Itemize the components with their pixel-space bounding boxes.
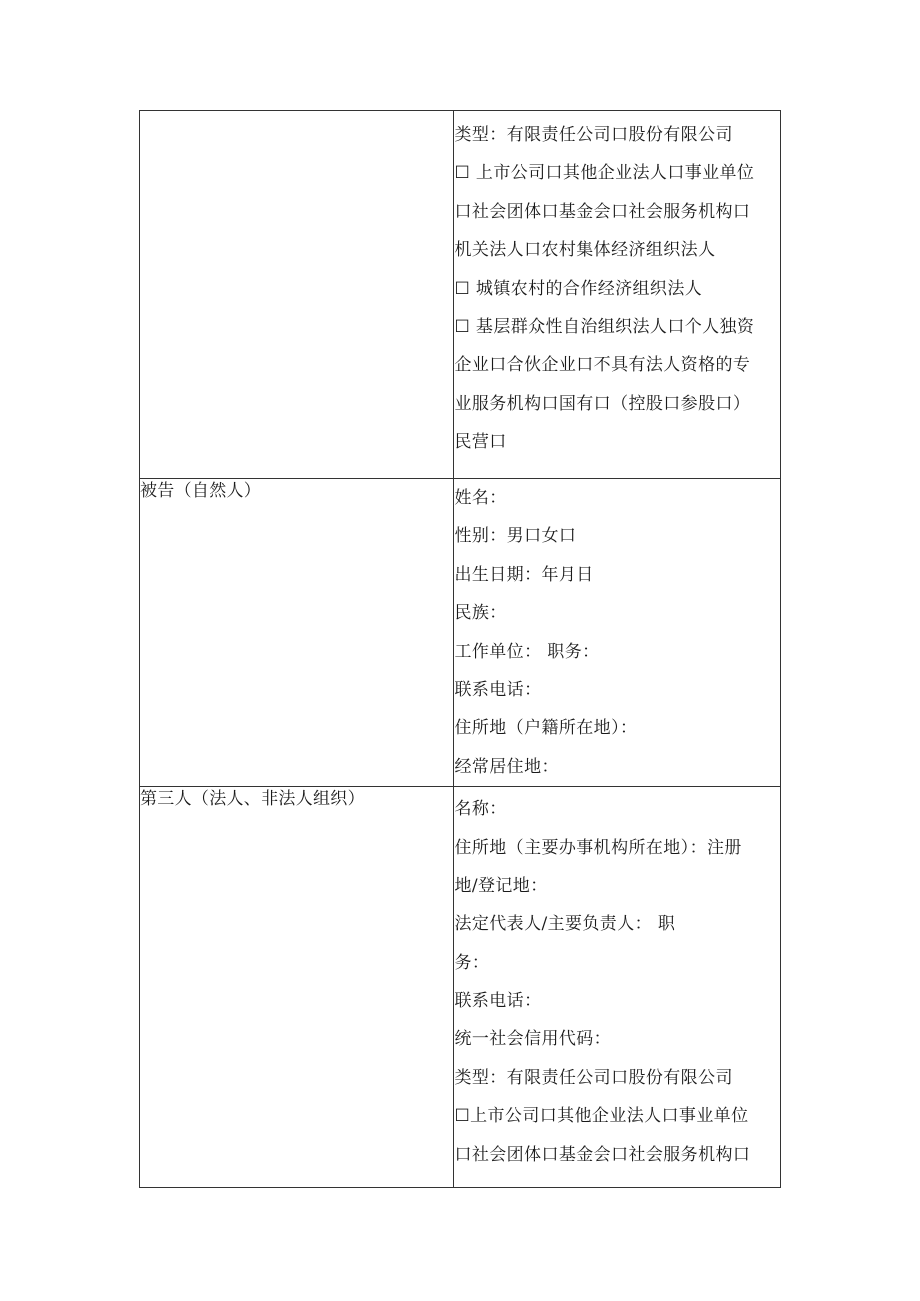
- org-type-line: 民营口: [454, 432, 507, 453]
- employer-position-field: 工作单位： 职务：: [454, 641, 600, 662]
- org-name-field: 名称：: [454, 799, 507, 820]
- ethnicity-field: 民族：: [454, 603, 507, 624]
- org-type-line: 类型：有限责任公司口股份有限公司: [454, 125, 733, 145]
- birth-date-field: 出生日期：年月日: [454, 564, 594, 585]
- credit-code-field: 统一社会信用代码：: [454, 1029, 612, 1050]
- org-type-line: 企业口合伙企业口不具有法人资格的专: [454, 355, 751, 376]
- org-type-line: ☐ 城镇农村的合作经济组织法人: [454, 278, 703, 299]
- defendant-details: [454, 479, 781, 787]
- org-type-line: 口社会团体口基金会口社会服务机构口: [454, 201, 751, 222]
- legal-rep-field: 法定代表人/主要负责人： 职: [454, 914, 676, 935]
- domicile-field: 住所地（主要办事机构所在地）：注册: [454, 837, 742, 858]
- table-row-third-party-org: [140, 787, 781, 1188]
- phone-field: 联系电话：: [454, 991, 542, 1012]
- row-label: [140, 111, 454, 479]
- org-type-line: ☐ 基层群众性自治组织法人口个人独资: [454, 316, 755, 337]
- case-party-form-table: [139, 110, 781, 1188]
- org-type-details: [454, 111, 781, 479]
- org-type-line: 业服务机构口国有口（控股口参股口）: [454, 393, 751, 414]
- third-party-details: [454, 787, 781, 1188]
- legal-rep-field-cont: 务：: [454, 952, 490, 973]
- table-row-defendant-natural-person: [140, 479, 781, 787]
- domicile-field-cont: 地/登记地：: [454, 875, 548, 896]
- registered-residence-field: 住所地（户籍所在地）：: [454, 718, 638, 739]
- table-row-plaintiff-org-continued: [140, 111, 781, 479]
- org-type-line: ☐ 上市公司口其他企业法人口事业单位: [454, 163, 755, 184]
- name-field: 姓名：: [454, 488, 507, 508]
- org-type-line: 口社会团体口基金会口社会服务机构口: [454, 1144, 751, 1165]
- gender-field: 性别：男口女口: [454, 526, 577, 547]
- habitual-residence-field: 经常居住地：: [454, 756, 559, 777]
- row-label: 第三人（法人、非法人组织）: [140, 787, 454, 1188]
- phone-field: 联系电话：: [454, 679, 542, 700]
- org-type-line: 类型：有限责任公司口股份有限公司: [454, 1067, 733, 1088]
- org-type-line: ☐上市公司口其他企业法人口事业单位: [454, 1106, 749, 1127]
- row-label: 被告（自然人）: [140, 479, 454, 787]
- org-type-line: 机关法人口农村集体经济组织法人: [454, 240, 716, 261]
